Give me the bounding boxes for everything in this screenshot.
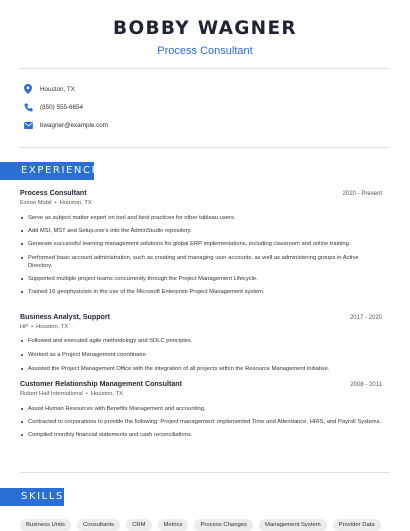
experience-divider [20,472,390,473]
bullet-item: Performed basic account administration, such as creating and managing user accounts, as well as administering groups in Active Directory. [20,254,382,270]
bullet-item: Followed and executed agile methodology and SDLC principles. [20,337,382,345]
bullet-item: Worked as a Project Management coordinator. [20,351,382,359]
company-location: Houston, TX [90,391,123,397]
candidate-name: BOBBY WAGNER [113,18,297,39]
skills-heading: SKILLS [0,488,64,506]
phone-text: (850) 555-6654 [40,103,84,111]
resume-header [0,18,410,58]
skill-chip: Consultants [77,519,120,531]
company-name: HP [20,324,29,330]
bullet-item: Assisted the Project Management Office with the integration of all projects within the Resource Management initiative. [20,365,382,373]
contact-email [22,118,382,132]
bullet-item: Contracted to corporations to provide the following: Project management: implemented Time and Attendance, HRIS, and Payroll Systems. [20,418,382,426]
bullet-item: Trained 16 geophysicists in the use of the Microsoft Enterprise Project Management system. [20,288,382,296]
job-entry-1 [20,189,382,296]
bullet-item: Supported multiple project teams concurrently through the Project Management Lifecycle. [20,275,382,283]
email-text: bwagner@example.com [40,121,108,129]
skill-chip: Metrics [158,519,189,531]
location-text: Houston, TX [40,85,75,93]
job-dates: 2008 - 2011 [350,382,382,388]
candidate-title: Process Consultant [157,45,253,57]
job-company-line: Exxon Mobil • Houston, TX [20,200,92,206]
company-location: Houston, TX [36,324,69,330]
job-entry-2 [20,313,382,374]
job-dates: 2017 - 2020 [349,315,382,321]
skill-chip: Process Changes [194,519,253,531]
job-bullets [20,337,382,374]
experience-heading: EXPERIENCE [0,162,94,180]
bullet-item: Add MSI, MST and Setup.exe's into the AdminStudio repository. [20,227,382,235]
job-title: Customer Relationship Management Consultant [20,380,182,388]
header-divider [20,68,390,69]
company-name: Robert Half International [20,391,83,397]
job-bullets [20,214,382,296]
phone-icon [22,101,34,113]
job-title: Process Consultant [20,189,87,197]
job-title: Business Analyst, Support [20,313,111,321]
company-name: Exxon Mobil [20,200,52,206]
contact-phone [22,100,382,114]
job-company-line: Robert Half International • Houston, TX [20,391,123,397]
location-pin-icon [22,83,34,95]
skills-list [20,519,390,531]
email-icon [22,119,34,131]
skill-chip: Business Units [20,519,71,531]
job-bullets [20,405,382,440]
bullet-item: Assist Human Resources with Benefits Management and accounting. [20,405,382,413]
bullet-item: Compiled monthly financial statements and cash reconciliations. [20,431,382,439]
job-dates: 2020 - Present [342,191,382,197]
contact-divider [20,147,390,148]
job-entry-3 [20,380,382,440]
company-location: Houston, TX [59,200,92,206]
skill-chip: Provider Data [333,519,381,531]
job-company-line: HP • Houston, TX [20,324,69,330]
contact-location [22,82,382,96]
skill-chip: Management System [259,519,327,531]
skill-chip: CRM [126,519,151,531]
bullet-item: Generate successful learning management solutions for global ERP implementations, including classroom and online training. [20,240,382,248]
bullet-item: Serve as subject matter expert on tool and best practices for other tableau users. [20,214,382,222]
